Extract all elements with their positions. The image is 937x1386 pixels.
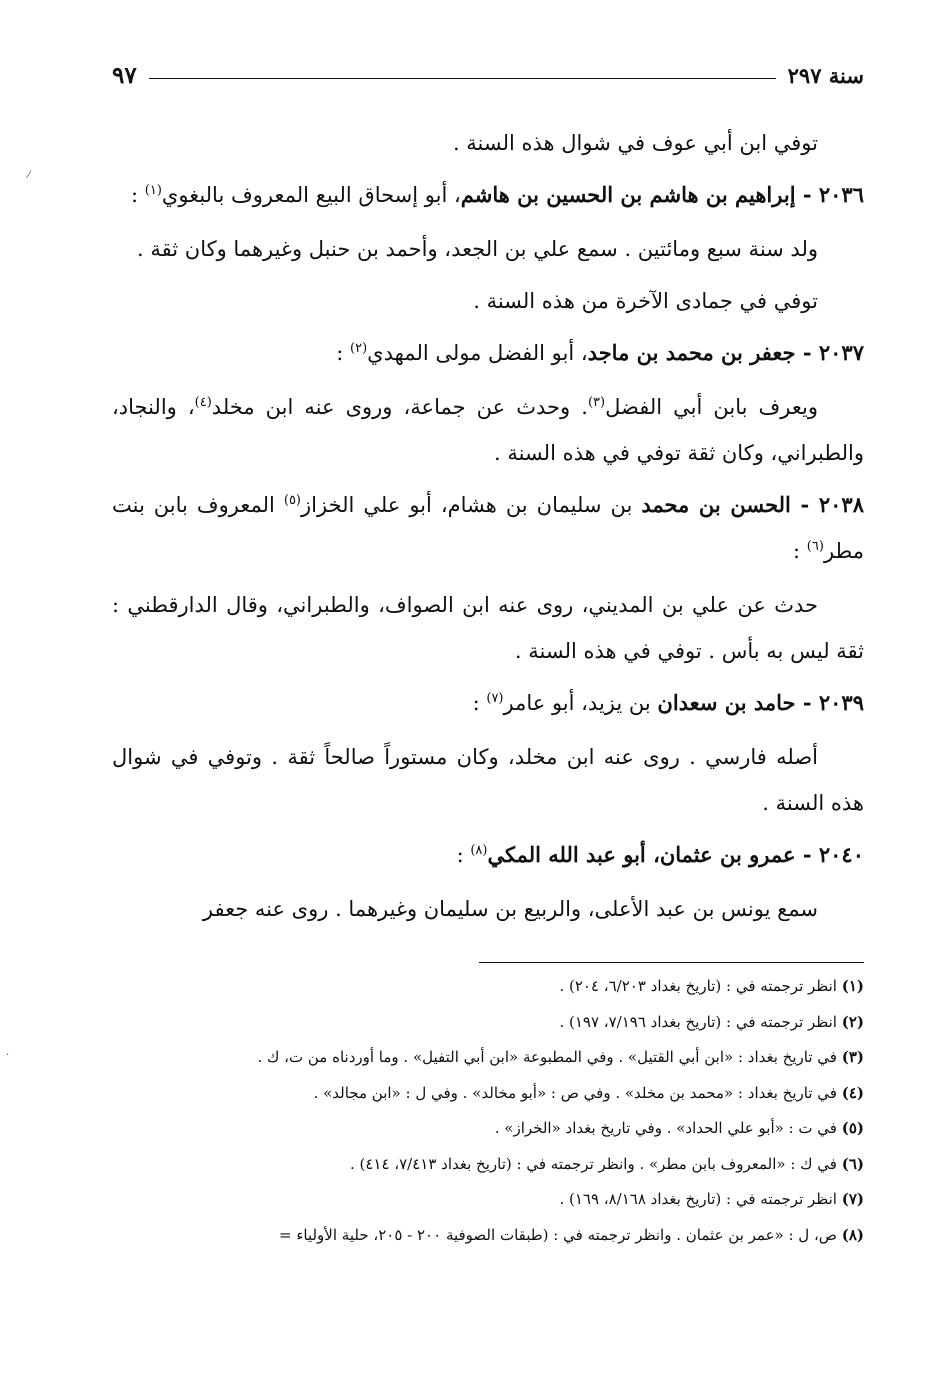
main-text <box>112 120 864 938</box>
entry-2037-text <box>112 384 864 476</box>
entry-2038-heading <box>112 482 864 574</box>
entry-heading-rest: ، أبو إسحاق البيع المعروف بالبغوي <box>161 183 461 207</box>
footnote-8 <box>84 1218 864 1254</box>
footnote-number: (٨) <box>841 1225 864 1244</box>
footnote-ref: (٨) <box>470 843 488 858</box>
footnote-ref: (٧) <box>486 691 504 706</box>
footnote-1 <box>84 969 864 1005</box>
entry-name: إبراهيم بن هاشم بن الحسين بن هاشم <box>460 182 796 207</box>
footnote-text: في تاريخ بغداد : «ابن أبي القتيل» . وفي المطبوعة «ابن أبي التفيل» . وما أوردناه من ت، ك . <box>257 1048 842 1066</box>
entry-heading-end: : <box>793 539 807 563</box>
entry-2037-heading <box>112 330 864 376</box>
entry-text-part: ويعرف بابن أبي الفضل <box>605 395 818 419</box>
entry-2040-heading <box>112 832 864 878</box>
entry-2036-heading <box>112 172 864 218</box>
entry-number: ٢٠٣٨ - <box>790 492 864 517</box>
entry-heading-rest-2: المعروف بابن بنت مطر <box>112 493 864 563</box>
footnote-rule <box>479 962 864 963</box>
entry-2039-text: أصله فارسي . روى عنه ابن مخلد، وكان مستوراً صالحاً ثقة . وتوفي في شوال هذه السنة . <box>112 745 864 815</box>
footnote-text: في تاريخ بغداد : «محمد بن مخلد» . وفي ص : «أبو مخالد» . وفي ل : «ابن مجالد» . <box>313 1083 842 1102</box>
footnote-ref: (١) <box>144 183 162 198</box>
entry-name: عمرو بن عثمان، أبو عبد الله المكي <box>487 842 796 867</box>
running-head <box>112 58 864 92</box>
footnote-ref: (٦) <box>806 539 824 554</box>
entry-number: ٢٠٣٩ - <box>795 690 864 715</box>
footnote-number: (١) <box>841 977 864 995</box>
footnote-4 <box>84 1076 864 1112</box>
footnote-ref: (٢) <box>350 341 368 356</box>
entry-2039-heading <box>112 680 864 726</box>
footnote-text: في ك : «المعروف بابن مطر» . وانظر ترجمته في : (تاريخ بغداد ٧/٤١٣، ٤١٤) . <box>349 1154 842 1173</box>
paragraph-opening: توفي ابن أبي عوف في شوال هذه السنة . <box>452 131 818 155</box>
entry-name: الحسن بن محمد <box>641 492 791 517</box>
entry-number: ٢٠٣٧ - <box>795 340 864 365</box>
entry-heading-end: : <box>131 183 145 207</box>
footnote-2 <box>84 1005 864 1041</box>
entry-2036-line-1: ولد سنة سبع ومائتين . سمع علي بن الجعد، وأحمد بن حنبل وغيرهما وكان ثقة . <box>137 237 818 261</box>
entry-heading-rest: بن سليمان بن هشام، أبو علي الخزاز <box>301 493 642 517</box>
entry-heading-end: : <box>336 341 351 365</box>
scan-speck: · <box>6 1050 10 1061</box>
footnote-number: (٣) <box>841 1048 864 1066</box>
entry-heading-rest: بن يزيد، أبو عامر <box>503 691 658 715</box>
entry-number: ٢٠٤٠ - <box>795 842 864 867</box>
footnote-ref: (٤) <box>194 395 212 410</box>
entry-name: جعفر بن محمد بن ماجد <box>587 340 796 365</box>
header-rule <box>149 78 776 79</box>
entry-text-part: . وحدث عن جماعة، وروى عنه ابن مخلد <box>211 395 588 419</box>
footnote-text: انظر ترجمته في : (تاريخ بغداد ٧/١٩٦، ١٩٧) . <box>559 1012 842 1031</box>
entry-heading-rest: ، أبو الفضل مولى المهدي <box>367 341 588 365</box>
footnote-number: (٧) <box>841 1190 864 1208</box>
footnote-number: (٥) <box>841 1119 864 1137</box>
footnote-ref: (٣) <box>587 395 606 410</box>
page-number: ٩٧ <box>112 61 137 89</box>
entry-name: حامد بن سعدان <box>657 690 796 715</box>
footnote-text: انظر ترجمته في : (تاريخ بغداد ٨/١٦٨، ١٦٩) . <box>559 1190 842 1208</box>
running-head-year: سنة ٢٩٧ <box>787 62 864 88</box>
footnote-3 <box>84 1040 864 1076</box>
footnote-7 <box>84 1182 864 1218</box>
footnote-number: (٤) <box>841 1083 864 1102</box>
footnote-text: انظر ترجمته في : (تاريخ بغداد ٦/٢٠٣، ٢٠٤) . <box>559 977 842 995</box>
entry-heading-end: : <box>472 691 487 715</box>
entry-2036-line-2: توفي في جمادى الآخرة من هذه السنة . <box>473 289 818 313</box>
footnote-5 <box>84 1111 864 1147</box>
footnote-number: (٢) <box>841 1012 864 1031</box>
entry-heading-end: : <box>456 843 471 867</box>
footnote-ref: (٥) <box>283 493 301 508</box>
entry-number: ٢٠٣٦ - <box>795 182 864 207</box>
footnote-6 <box>84 1147 864 1183</box>
scan-speck: ⁄ <box>28 170 30 181</box>
footnote-text: في ت : «أبو علي الحداد» . وفي تاريخ بغداد «الخراز» . <box>494 1119 842 1137</box>
entry-2040-text: سمع يونس بن عبد الأعلى، والربيع بن سليمان وغيرهما . روى عنه جعفر <box>202 897 818 921</box>
footnotes <box>84 962 864 1253</box>
entry-2038-text: حدث عن علي بن المديني، روى عنه ابن الصواف، والطبراني، وقال الدارقطني : ثقة ليس به بأس . توفي في هذه السنة . <box>112 593 864 663</box>
footnote-text: ص، ل : «عمر بن عثمان . وانظر ترجمته في : (طبقات الصوفية ٢٠٠ - ٢٠٥، حلية الأولياء = <box>279 1225 842 1244</box>
entry-text-part: ، والنجاد، والطبراني، وكان ثقة توفي في هذه السنة . <box>112 395 864 465</box>
footnote-number: (٦) <box>841 1154 864 1173</box>
